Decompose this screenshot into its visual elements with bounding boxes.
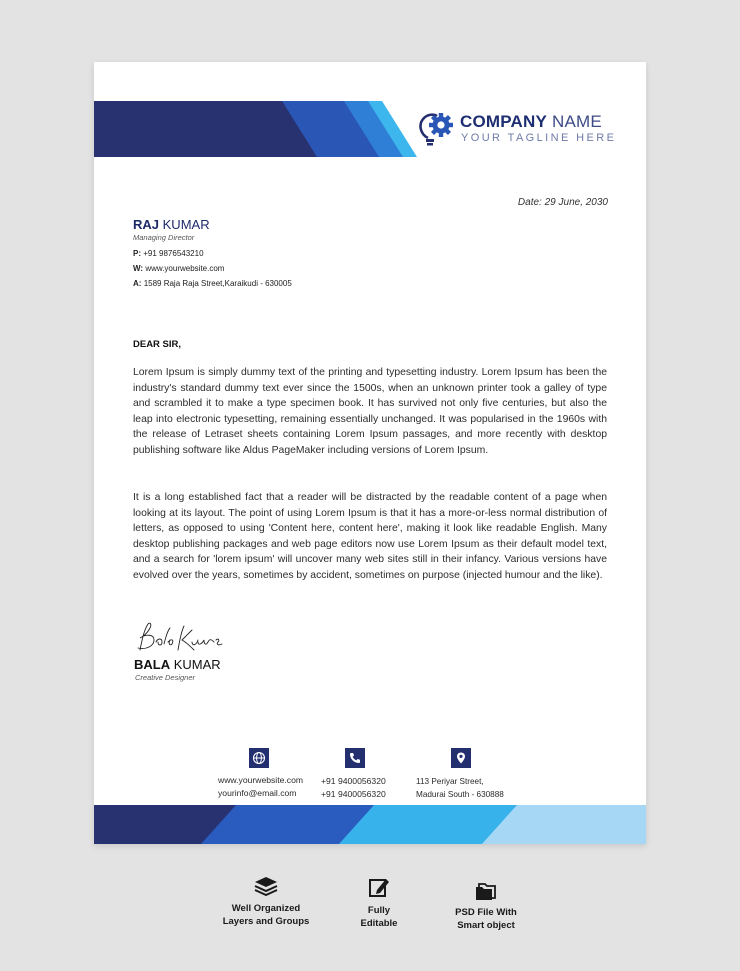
footer-address-line-1: 113 Periyar Street, bbox=[416, 777, 484, 786]
footer-email: yourinfo@email.com bbox=[218, 787, 297, 798]
phone-icon bbox=[348, 751, 362, 765]
sender-name: RAJ KUMAR bbox=[133, 217, 210, 232]
footer-web-email bbox=[218, 774, 303, 799]
body-paragraph-2: It is a long established fact that a reader will be distracted by the readable content of a page when looking at its layout. The point of using Lorem Ipsum is that it has a more-or-less normal distribution of letters, as opposed to using 'Content here, content here', making it look like readable English. Many desktop publishing packages and web page editors now use Lorem Ipsum as their default model text, and a search for 'lorem ipsum' will uncover many web sites still in their infancy. Various versions have evolved over the years, sometimes by accident, sometimes on purpose (injected humour and the like). bbox=[133, 492, 607, 581]
sender-address: A: 1589 Raja Raja Street,Karaikudi - 630005 bbox=[133, 279, 292, 288]
feature-layers-label: Well Organized Layers and Groups bbox=[222, 903, 310, 927]
company-logo bbox=[414, 108, 634, 154]
feature-psd bbox=[426, 882, 546, 932]
company-tagline: YOUR TAGLINE HERE bbox=[461, 132, 617, 144]
footer-phones bbox=[321, 775, 386, 800]
body-paragraph-1: Lorem Ipsum is simply dummy text of the printing and typesetting industry. Lorem Ipsum has been the industry's standard dummy text ever since the 1500s, when an unknown printer took a galley of type and scrambled it to make a type specimen book. It has survived not only five centuries, but also the leap into electronic typesetting, remaining essentially unchanged. It was popularised in the 1960s with the release of Letraset sheets containing Lorem Ipsum passages, and more recently with desktop publishing software like Aldus PageMaker including versions of Lorem Ipsum. bbox=[133, 367, 607, 456]
footer-phone-1: +91 9400056320 bbox=[321, 776, 386, 786]
globe-icon bbox=[252, 751, 266, 765]
company-name: COMPANY NAME bbox=[460, 112, 602, 131]
letterhead-page bbox=[94, 62, 646, 844]
footer-band bbox=[94, 805, 646, 844]
feature-editable-label: Fully Editable bbox=[360, 905, 398, 929]
sender-website: W: www.yourwebsite.com bbox=[133, 264, 225, 273]
layers-icon bbox=[254, 876, 278, 896]
footer-address bbox=[416, 776, 504, 801]
handwritten-signature bbox=[132, 620, 228, 656]
feature-psd-label: PSD File With Smart object bbox=[455, 907, 517, 931]
sender-title: Managing Director bbox=[133, 233, 195, 242]
sender-phone: P: +91 9876543210 bbox=[133, 249, 204, 258]
feature-layers bbox=[206, 876, 326, 928]
footer-phone-2: +91 9400056320 bbox=[321, 788, 386, 799]
location-icon-badge bbox=[451, 748, 471, 768]
globe-icon-badge bbox=[249, 748, 269, 768]
lightbulb-gear-icon bbox=[414, 110, 456, 152]
footer-website: www.yourwebsite.com bbox=[218, 775, 304, 785]
signer-title: Creative Designer bbox=[135, 673, 196, 682]
phone-icon-badge bbox=[345, 748, 365, 768]
letter-date: Date: 29 June, 2030 bbox=[517, 197, 608, 208]
edit-icon bbox=[368, 876, 390, 898]
location-pin-icon bbox=[454, 751, 468, 765]
folder-icon bbox=[475, 882, 497, 900]
salutation: DEAR SIR, bbox=[133, 339, 182, 350]
footer-address-line-2: Madurai South - 630888 bbox=[416, 789, 504, 799]
signer-name: BALA KUMAR bbox=[134, 657, 221, 672]
feature-editable bbox=[319, 876, 439, 930]
